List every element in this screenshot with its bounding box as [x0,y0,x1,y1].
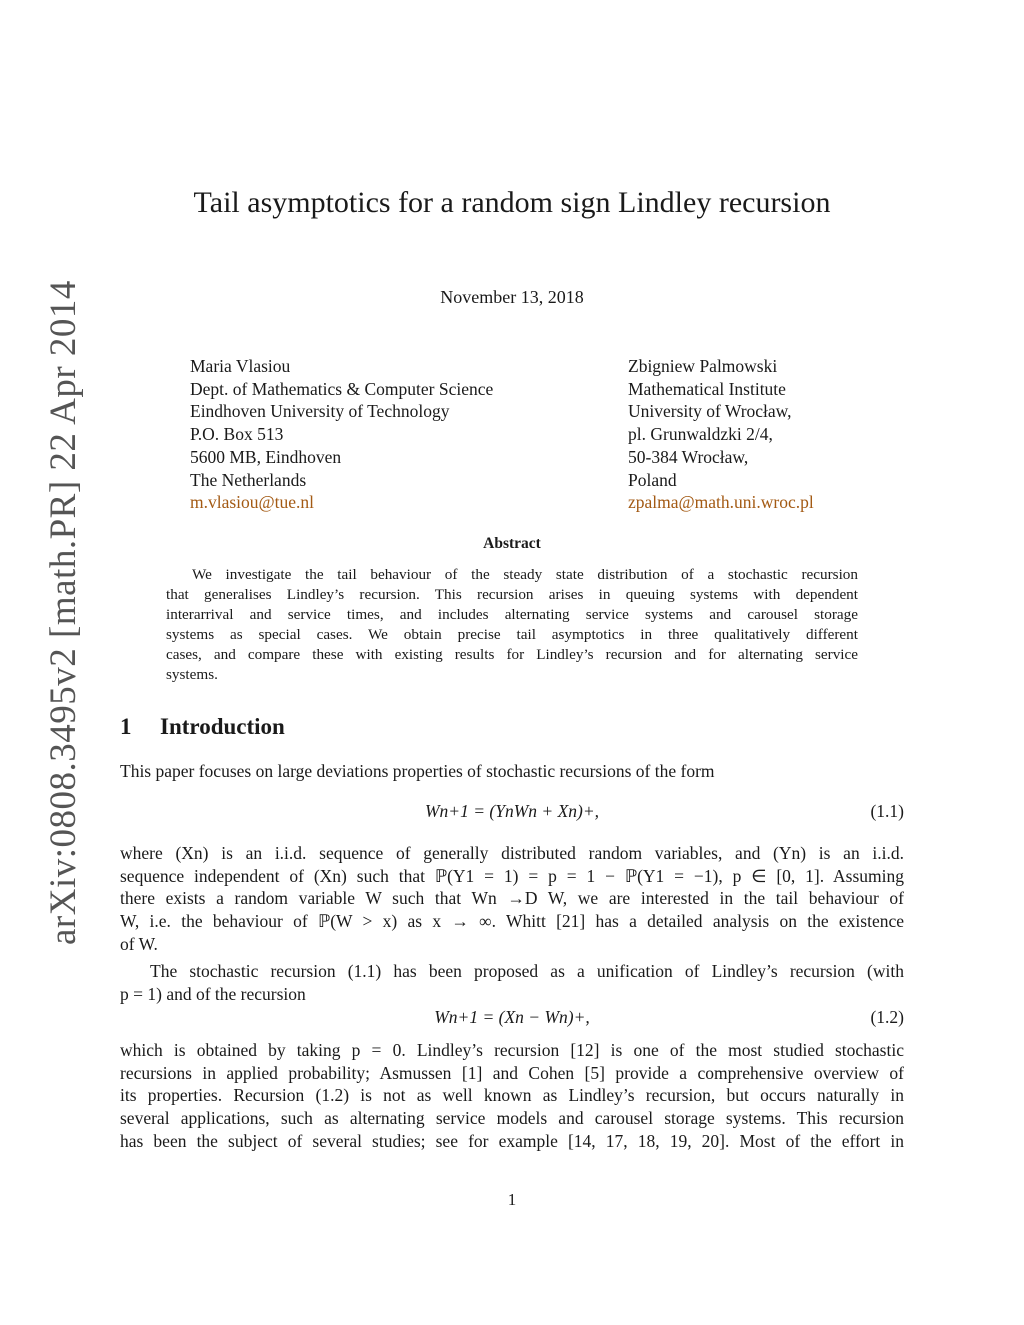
text-line: This paper focuses on large deviations properties of stochastic recursions of the form [120,761,715,781]
paragraph-literature [120,1039,904,1153]
abstract-line: cases, and compare these with existing results for Lindley’s recursion and for alternating service [166,646,858,663]
author-name: Zbigniew Palmowski [628,356,778,376]
text-line: has been the subject of several studies; see for example [14, 17, 18, 19, 20]. Most of the effort in [120,1130,904,1151]
paragraph-unification [120,960,904,1005]
author-block-1 [190,355,493,514]
author-country: The Netherlands [190,469,307,490]
text-line: of W. [120,933,158,954]
text-line: recursions in applied probability; Asmussen [1] and Cohen [5] provide a comprehensive overview of [120,1062,904,1083]
author-address: 5600 MB, Eindhoven [190,446,342,467]
text-line: where (Xn) is an i.i.d. sequence of generally distributed random variables, and (Yn) is an i.i.d. [120,843,904,863]
text-line: its properties. Recursion (1.2) is not as well known as Lindley’s recursion, but occurs naturally in [120,1085,904,1106]
text-line: The stochastic recursion (1.1) has been proposed as a unification of Lindley’s recursion (with [150,961,904,981]
equation-label: (1.1) [870,801,904,821]
text-line: W, i.e. the behaviour of ℙ(W > x) as x → ∞. Whitt [21] has a detailed analysis on the existence [120,911,904,932]
arxiv-identifier: arXiv:0808.3495v2 [math.PR] 22 Apr 2014 [43,280,84,945]
abstract-line: systems as special cases. We obtain precise tail asymptotics in three qualitatively different [166,626,858,643]
text-line: which is obtained by taking p = 0. Lindley’s recursion [12] is one of the most studied stochastic [120,1040,904,1060]
abstract-line: interarrival and service times, and includes alternating service systems and carousel storage [166,606,858,623]
abstract-text [166,565,858,685]
text-line: several applications, such as alternating service models and carousel storage systems. This recursion [120,1108,904,1129]
author-affiliation: Mathematical Institute [628,378,786,399]
author-affiliation: University of Wrocław, [628,401,792,422]
author-address: P.O. Box 513 [190,424,284,445]
paper-title: Tail asymptotics for a random sign Lindley recursion [193,186,831,219]
author-affiliation: Dept. of Mathematics & Computer Science [190,378,494,399]
author-block-2 [628,355,814,514]
author-affiliation: Eindhoven University of Technology [190,401,450,422]
equation-label: (1.2) [870,1007,904,1027]
equation-formula: Wn+1 = (YnWn + Xn)+, [424,801,600,821]
text-line: sequence independent of (Xn) such that ℙ(Y1 = 1) = p = 1 − ℙ(Y1 = −1), p ∈ [0, 1]. Assuming [120,865,904,886]
author-country: Poland [628,469,677,490]
section-heading [120,714,285,740]
paragraph-definitions [120,842,904,956]
text-line: there exists a random variable W such that Wn →D W, we are interested in the tail behaviour of [120,888,904,909]
equation-1-2 [120,1007,904,1031]
author-email-link[interactable]: zpalma@math.uni.wroc.pl [628,492,814,513]
page-number: 1 [507,1190,517,1209]
text-line: p = 1) and of the recursion [120,983,306,1004]
equation-formula: Wn+1 = (Xn − Wn)+, [434,1007,590,1027]
author-name: Maria Vlasiou [190,356,291,376]
author-email-link[interactable]: m.vlasiou@tue.nl [190,492,315,513]
author-address: 50-384 Wrocław, [628,446,749,467]
paper-date: November 13, 2018 [440,287,584,307]
abstract-line: systems. [166,666,218,683]
abstract-heading: Abstract [483,535,541,552]
section-number: 1 [120,714,132,739]
paragraph-intro [120,760,904,783]
author-address: pl. Grunwaldzki 2/4, [628,424,773,445]
section-title: Introduction [160,714,285,739]
abstract-line: that generalises Lindley’s recursion. This recursion arises in queuing systems with dependent [166,586,858,603]
equation-1-1 [120,801,904,825]
abstract-line: We investigate the tail behaviour of the steady state distribution of a stochastic recursion [192,566,858,583]
